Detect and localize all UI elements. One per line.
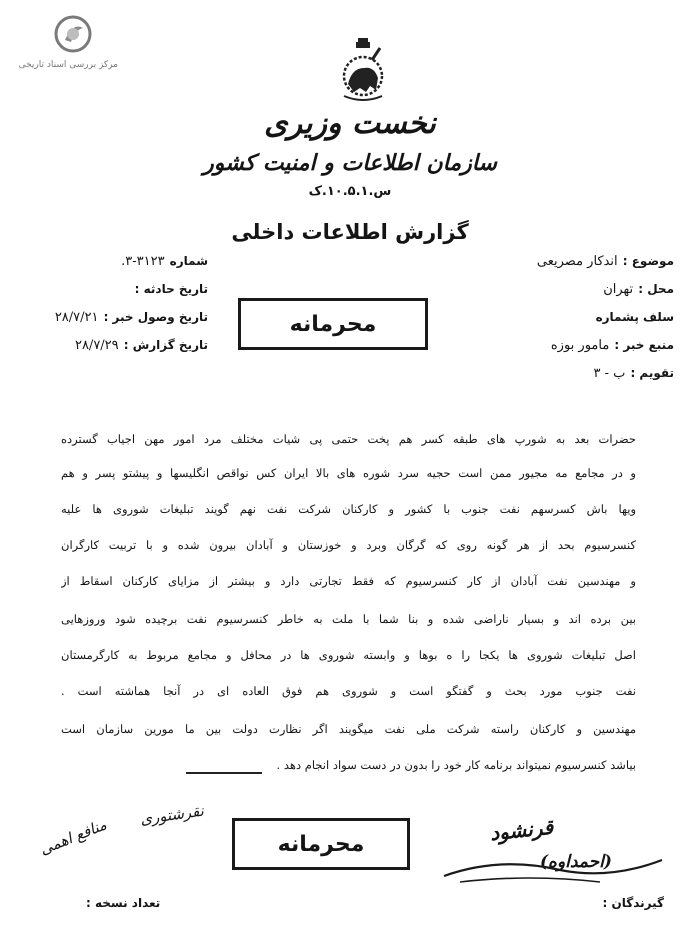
subject-row <box>484 250 674 269</box>
watermark-text: مرکز بررسی اسناد تاریخی <box>18 60 118 70</box>
reference-code: س.۱۰.۵.۱.ک <box>308 184 392 199</box>
rating-row <box>484 362 674 381</box>
place-label: محل : <box>638 282 674 296</box>
signature-left-top: نقرشتوری <box>139 801 205 829</box>
prior-label: سلف پشماره <box>595 310 674 324</box>
receipt-date-label: تاریخ وصول خبر : <box>103 310 208 324</box>
incident-date-row <box>58 278 208 297</box>
recipients-label: گیرندگان : <box>602 896 664 910</box>
number-value: ۳۱۲۳-۳. <box>121 254 165 269</box>
lion-and-sun-emblem-icon <box>332 38 394 104</box>
report-date-value: ۲۸/۷/۲۹ <box>74 338 119 353</box>
confidential-stamp-top: محرمانه <box>238 298 428 350</box>
signature-right-bottom: (احمداوه) <box>540 852 612 872</box>
body-line-8: نفت جنوب مورد بحث و گفتگو است و شوروی هم فوق العاده ای در آنجا هماشته است . <box>61 684 636 698</box>
body-line-1: حضرات بعد به شورپ های طبقه کسر هم پخت حتمی پی شیات مختلف مرد امور مهن اجیاب گسترده <box>61 432 636 446</box>
body-line-3: ویها باش کسرسهم نفت جنوب با کشور و کارکنان شرکت نفت نهم گویند تبلیغات شوروی ها علیه <box>61 502 636 516</box>
receipt-date-row <box>24 306 208 325</box>
body-line-7: اصل تبلیغات شوروی ها یکجا را ه بوها و وابسته شوروی ها در محافل و مجامع مربوط به کارگرمستان <box>61 648 636 662</box>
place-row <box>484 278 674 297</box>
organization-name: سازمان اطلاعات و امنیت کشور <box>203 150 497 176</box>
receipt-date-value: ۲۸/۷/۲۱ <box>54 310 99 325</box>
archive-logo-icon <box>53 14 93 54</box>
report-title: گزارش اطلاعات داخلی <box>231 220 469 244</box>
office-title: نخست وزیری <box>264 106 436 141</box>
rating-value: ب - ۳ <box>593 366 626 381</box>
source-value: مامور بوزه <box>550 338 610 353</box>
prior-row <box>484 306 674 325</box>
body-line-2: و در مجامع مه مجیور ممن است حجیه سرد شوره های بالا ایران کس نواقص انگلیسها و پیشتو پسر و هم <box>61 466 636 480</box>
copies-label: تعداد نسخه : <box>86 896 161 910</box>
signature-right-top: قرنشود <box>488 814 555 846</box>
signature-flourish <box>440 846 670 890</box>
source-row <box>484 334 674 353</box>
closing-dash-line <box>186 772 262 774</box>
body-line-9: مهندسین و کارکنان راسته شرکت ملی نفت میگویند اگر نظارت دولت بین ما مورین سازمان است <box>61 722 636 736</box>
body-line-4: کنسرسیوم بحد از هر گونه روی که گرگان وبرد و خوزستان و آبادان بیرون شده و با تربیت کارگران <box>61 538 636 552</box>
report-date-row <box>30 334 208 353</box>
signature-left-bottom: منافع اهمی <box>37 815 110 859</box>
report-date-label: تاریخ گزارش : <box>123 338 208 352</box>
subject-value: اندکار مصریعی <box>536 254 618 269</box>
confidential-stamp-bottom: محرمانه <box>232 818 410 870</box>
number-row <box>58 250 208 269</box>
source-label: منبع خبر : <box>614 338 674 352</box>
subject-label: موضوع : <box>622 254 674 268</box>
place-value: تهران <box>603 282 634 297</box>
rating-label: تقویم : <box>630 366 674 380</box>
incident-date-label: تاریخ حادثه : <box>134 282 208 296</box>
body-line-5: و مهندسین نفت آبادان از کار کنسرسیوم که فقط تجارتی دارد و بیشتر از مزایای کارکنان اسقاط از <box>61 574 636 588</box>
body-line-10: بیاشد کنسرسیوم نمیتواند برنامه کار خود را بدون در دست سواد انجام دهد . <box>276 758 636 772</box>
number-label: شماره <box>169 254 208 268</box>
body-line-6: بین برده اند و بسیار ناراضی شده و بنا شما با ملت به خاطر کنسرسیوم نفت برچیده شود وروزهایی <box>61 612 636 626</box>
archive-watermark <box>18 14 118 70</box>
